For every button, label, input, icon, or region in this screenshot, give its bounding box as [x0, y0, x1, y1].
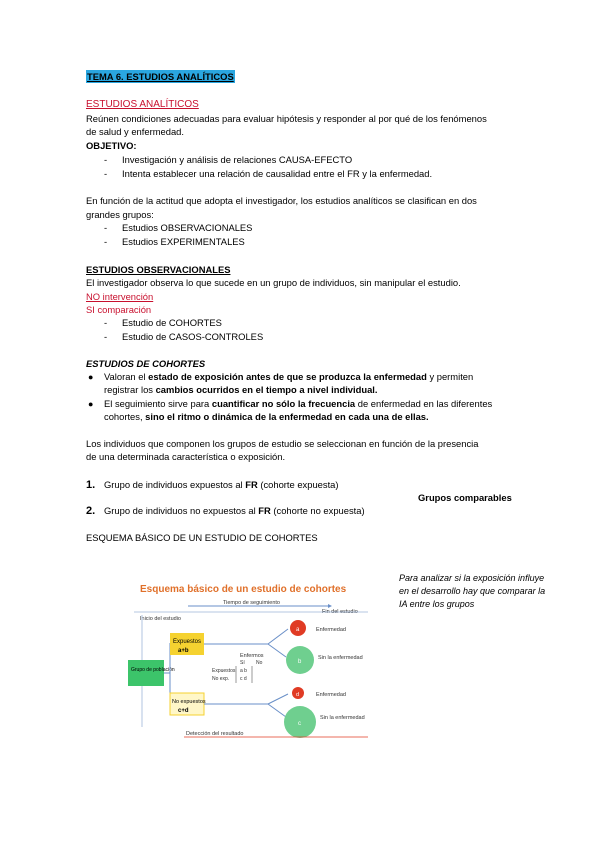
diagram-title: Esquema básico de un estudio de cohortes	[140, 584, 347, 595]
circle-a-label: a	[296, 627, 300, 633]
section-heading-cohortes: ESTUDIOS DE COHORTES	[86, 358, 206, 369]
intro-line-1: Reúnen condiciones adecuadas para evaluar hipótesis y responder al por qué de los fenómenos	[86, 113, 487, 124]
objective-item: - Intenta establecer una relación de causalidad entre el FR y la enfermedad.	[104, 168, 433, 179]
unexposed-formula: c+d	[178, 708, 189, 714]
cohort-item-unexposed: 2. Grupo de individuos no expuestos al FR (cohorte no expuesta)	[86, 505, 365, 517]
time-label: Tiempo de seguimiento	[223, 600, 280, 606]
intro-line-2: de salud y enfermedad.	[86, 126, 184, 137]
comparable-groups-label: Grupos comparables	[418, 492, 512, 503]
study-type-item: - Estudio de COHORTES	[104, 317, 222, 328]
no-disease-label-2: Sin la enfermedad	[320, 715, 365, 721]
group-item: - Estudios EXPERIMENTALES	[104, 236, 245, 247]
side-note: Para analizar si la exposición influye en el desarrollo hay que comparar la IA entre los grupos	[399, 573, 546, 609]
table-row-exposed-vals: a b	[240, 668, 247, 674]
objective-item: - Investigación y análisis de relaciones CAUSA-EFECTO	[104, 154, 353, 165]
table-no: No	[256, 660, 263, 666]
bullet-item: ● Valoran el estado de exposición antes de que se produzca la enfermedad y permiten	[88, 371, 474, 382]
table-header: Enfermos	[240, 653, 264, 659]
scheme-heading: ESQUEMA BÁSICO DE UN ESTUDIO DE COHORTES	[86, 532, 318, 543]
bullet-item: ● El seguimiento sirve para cuantificar no sólo la frecuencia de enfermedad en las diferentes	[88, 398, 493, 409]
exposed-label: Expuestos	[173, 639, 202, 645]
selection-line-2: de una determinada característica o exposición.	[86, 451, 286, 462]
circle-d-label: d	[296, 692, 300, 698]
selection-line-1: Los individuos que componen los grupos de estudio se seleccionan en función de la presencia	[86, 438, 479, 449]
objective-label: OBJETIVO:	[86, 140, 137, 151]
cohort-scheme-diagram	[128, 577, 378, 742]
study-type-item: - Estudio de CASOS-CONTROLES	[104, 331, 264, 342]
end-label: Fin del estudio	[322, 609, 358, 615]
time-arrow-head	[328, 604, 332, 608]
bullet-continuation: cohortes, sino el ritmo o dinámica de la enfermedad en cada una de ellas.	[104, 411, 429, 422]
cohort-item-exposed: 1. Grupo de individuos expuestos al FR (cohorte expuesta)	[86, 479, 339, 491]
group-item: - Estudios OBSERVACIONALES	[104, 222, 253, 233]
cohort-scheme-svg	[128, 577, 378, 742]
classify-line-2: grandes grupos:	[86, 209, 154, 220]
classify-line-1: En función de la actitud que adopta el investigador, los estudios analíticos se clasifican en dos	[86, 195, 477, 206]
connector	[268, 704, 286, 717]
section-heading-analiticos: ESTUDIOS ANALÍTICOS	[86, 99, 199, 110]
start-label: Inicio del estudio	[140, 616, 181, 622]
disease-label: Enfermedad	[316, 627, 346, 633]
table-yes: Sí	[240, 660, 245, 666]
detection-label: Detección del resultado	[186, 731, 244, 737]
table-row-unexposed-vals: c d	[240, 676, 247, 682]
unexposed-label: No expuestos	[172, 699, 206, 705]
observacionales-description: El investigador observa lo que sucede en un grupo de individuos, sin manipular el estudio.	[86, 277, 461, 288]
population-label: Grupo de población	[131, 667, 175, 673]
population-box	[128, 660, 164, 686]
page-title: TEMA 6. ESTUDIOS ANALÍTICOS	[87, 71, 234, 82]
connector	[268, 644, 286, 657]
circle-b-label: b	[298, 659, 302, 665]
circle-c-label: c	[298, 721, 301, 727]
connector	[268, 629, 288, 644]
no-intervention-label: NO intervención	[86, 291, 154, 302]
bullet-continuation: registrar los cambios ocurridos en el tiempo a nivel individual.	[104, 384, 378, 395]
comparison-label: SI comparación	[86, 304, 152, 315]
no-disease-label: Sin la enfermedad	[318, 655, 363, 661]
disease-label-2: Enfermedad	[316, 692, 346, 698]
exposed-formula: a+b	[178, 648, 189, 654]
table-row-unexposed: No exp.	[212, 676, 230, 682]
table-row-exposed: Expuestos	[212, 668, 236, 674]
connector	[268, 694, 288, 704]
section-heading-observacionales: ESTUDIOS OBSERVACIONALES	[86, 264, 231, 275]
